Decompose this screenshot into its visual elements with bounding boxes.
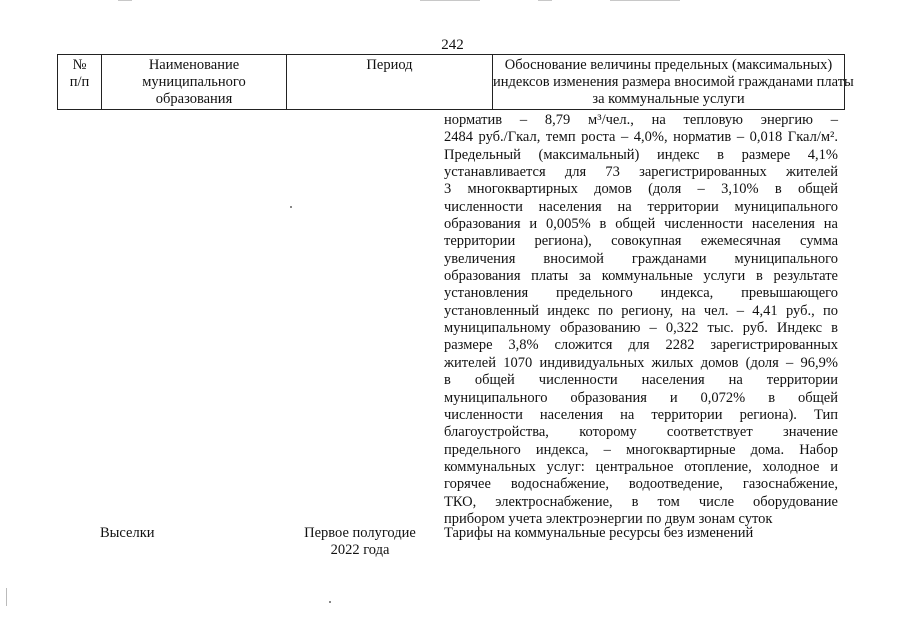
scan-speck [6, 588, 7, 606]
row2-period-line: Первое полугодие [304, 525, 416, 541]
basis-line: Предельный (максимальный) индекс в размере 4,1% [444, 146, 838, 163]
basis-line: прибором учета электроэнергии по двум зонам суток [444, 510, 773, 527]
basis-line: в общей численности населения на территории [444, 372, 838, 389]
basis-line: предельного индекса, – многоквартирные дома. Набор [444, 441, 838, 458]
basis-line: образования и 0,005% в общей численности населения на [444, 216, 838, 233]
basis-line: установления предельного индекса, превышающего [444, 285, 838, 302]
scan-mark [610, 0, 680, 1]
basis-line: муниципального образования и 0,072% в общей [444, 389, 838, 406]
basis-line: образования платы за коммунальные услуги в результате [444, 268, 838, 285]
basis-line: численности населения на территории региона). Тип [444, 406, 838, 423]
header-municipality-line: муниципального [142, 74, 246, 90]
basis-line: численности населения на территории муниципального [444, 198, 838, 215]
header-number-line: п/п [69, 74, 90, 90]
scan-mark [420, 0, 480, 1]
basis-line: 2484 руб./Гкал, темп роста – 4,0%, норматив – 0,018 Гкал/м². [444, 129, 838, 146]
header-basis-line: Обоснование величины предельных (максимальных) [504, 57, 833, 73]
scan-speck [329, 601, 331, 603]
header-period [286, 55, 492, 109]
header-municipality-line: Наименование [148, 57, 240, 73]
basis-line: установленный индекс по региону, на чел. – 4,41 руб., по [444, 302, 838, 319]
basis-line: ТКО, электроснабжение, в том числе оборудование [444, 493, 838, 510]
basis-line: 3 многоквартирных домов (доля – 3,10% в общей [444, 181, 838, 198]
header-municipality [101, 55, 286, 109]
header-basis [492, 55, 854, 109]
row1-basis-text [444, 112, 838, 528]
basis-line: норматив – 8,79 м³/чел., на тепловую энергию – [444, 112, 838, 128]
basis-line: устанавливается для 73 зарегистрированных жителей [444, 164, 838, 181]
basis-line: территории региона), совокупная ежемесячная сумма [444, 233, 838, 250]
row2-period [285, 525, 435, 559]
scan-speck [290, 206, 292, 208]
basis-line: размере 3,8% сложится для 2282 зарегистрированных [444, 337, 838, 354]
scan-mark [118, 0, 132, 1]
row2-basis: Тарифы на коммунальные ресурсы без изменений [444, 525, 754, 541]
page-number: 242 [441, 37, 464, 53]
header-number-line: № [72, 57, 87, 73]
basis-line: жителей 1070 индивидуальных жилых домов (доля – 96,9% [444, 354, 838, 371]
basis-line: горячее водоснабжение, водоотведение, газоснабжение, [444, 476, 838, 493]
basis-line: благоустройства, которому соответствует значение [444, 424, 838, 441]
basis-line: муниципальному образованию – 0,322 тыс. руб. Индекс в [444, 320, 838, 337]
table-header [57, 54, 854, 110]
header-basis-line: индексов изменения размера вносимой гражданами платы [493, 74, 854, 90]
header-number [58, 55, 101, 109]
row2-municipality: Выселки [100, 525, 155, 541]
scan-mark [538, 0, 552, 1]
basis-line: коммунальных услуг: центральное отопление, холодное и [444, 458, 838, 475]
header-basis-line: за коммунальные услуги [592, 91, 745, 107]
header-municipality-line: образования [155, 91, 233, 107]
basis-line: увеличения вносимой гражданами муниципального [444, 250, 838, 267]
row2-period-line: 2022 года [330, 542, 390, 558]
header-period-line: Период [366, 57, 413, 73]
